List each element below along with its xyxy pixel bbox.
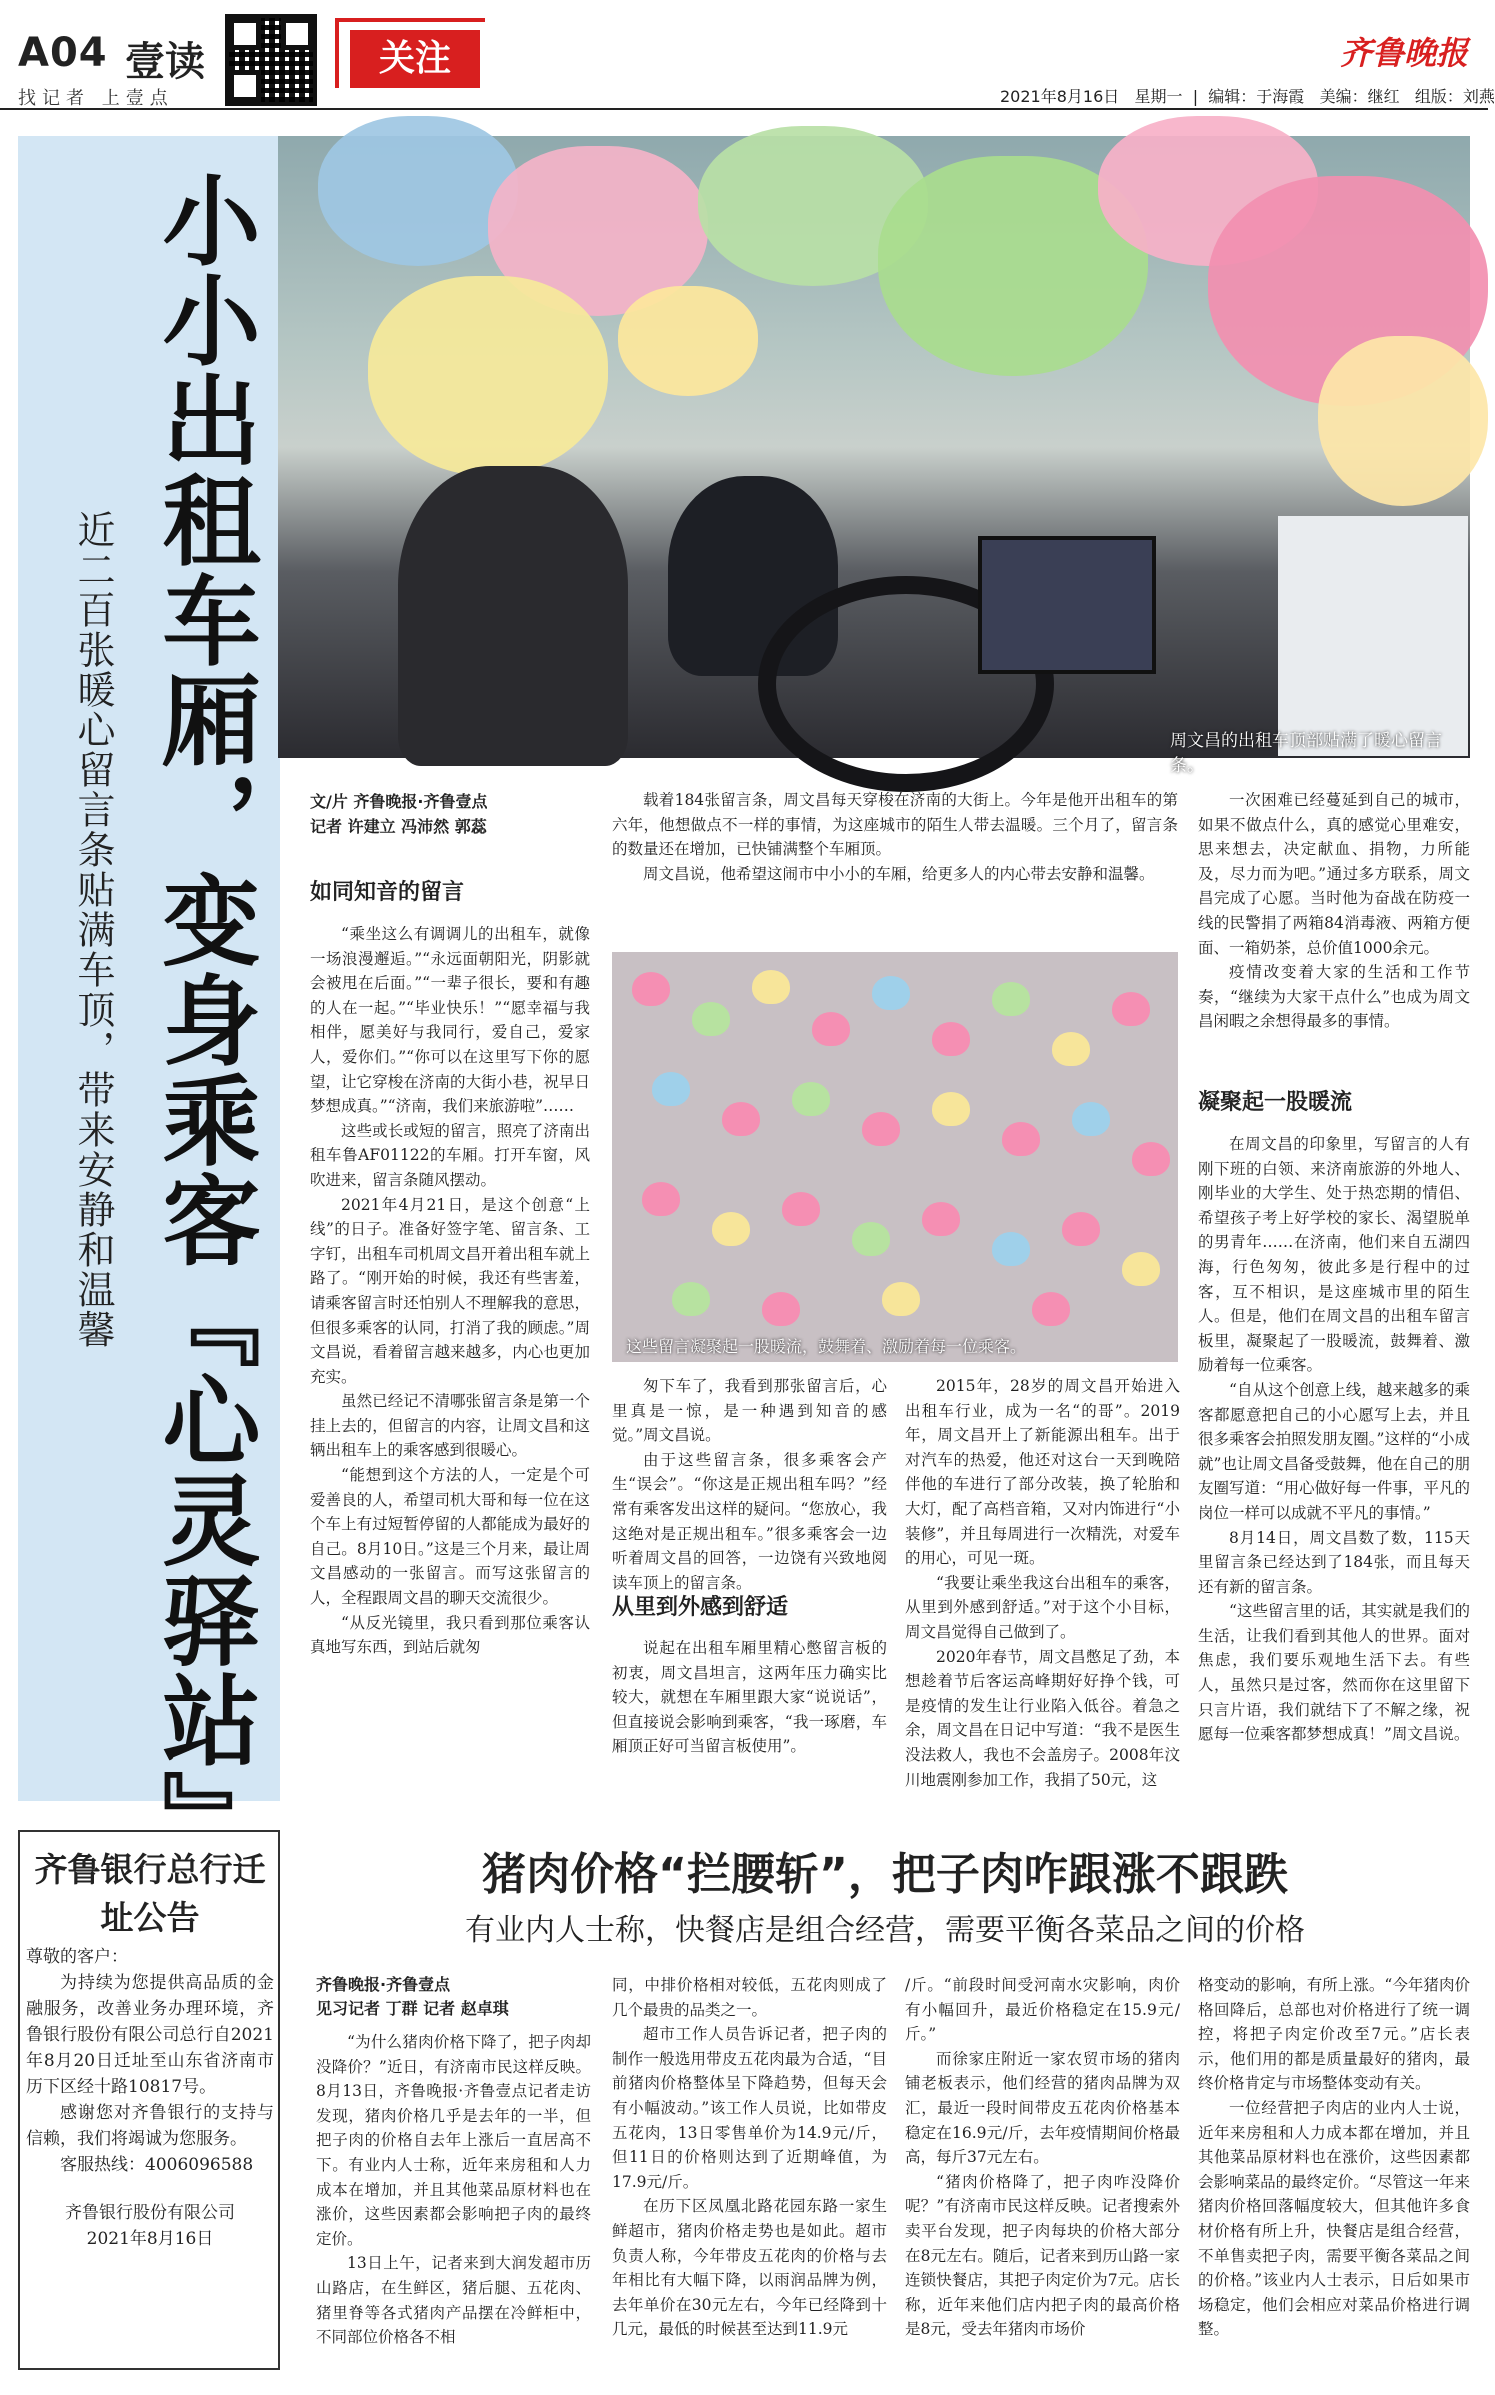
story1-subhead-2: 从里到外感到舒适 bbox=[612, 1595, 789, 1620]
paragraph: 匆下车了，我看到那张留言后，心里真是一惊，是一种遇到知音的感觉。”周文昌说。 bbox=[612, 1377, 887, 1445]
story1-headline: 小小出租车厢，变身乘客『心灵驿站』 bbox=[146, 170, 260, 1870]
story1-column-2-mid bbox=[612, 1374, 887, 1592]
story1-column-2-bottom bbox=[612, 1636, 887, 1796]
photo1-caption: 周文昌的出租车顶部贴满了暖心留言条。 bbox=[1170, 731, 1442, 776]
paragraph: 13日上午，记者来到大润发超市历山路店，在生鲜区，猪后腿、五花肉、猪里脊等各式猪肉产品摆在冷鲜柜中，不同部位价格各不相 bbox=[316, 2254, 591, 2347]
paragraph: 一次困难已经蔓延到自己的城市，如果不做点什么，真的感觉心里难安，思来想去，决定献血、捐物，力所能及，尽力而为吧。”通过多方联系，周文昌完成了心愿。当时他为奋战在防疫一线的民警捐了两箱84消毒液、两箱方便面、一箱奶茶，总价值1000余元。 bbox=[1198, 791, 1470, 957]
story1-subheadline: 近二百张暖心留言条贴满车顶，带来安静和温馨 bbox=[71, 510, 115, 1350]
proof-editor: 组版：刘燕 bbox=[1414, 87, 1495, 106]
page-number: A04 bbox=[18, 30, 108, 76]
story1-column-4-top bbox=[1198, 788, 1470, 1063]
paragraph: 周文昌说，他希望这闹市中小小的车厢，给更多人的内心带去安静和温馨。 bbox=[643, 864, 1155, 883]
masthead-logo: 齐鲁晚报 bbox=[1340, 34, 1469, 72]
story2-column-4 bbox=[1198, 1973, 1470, 2380]
paragraph: 为持续为您提供高品质的金融服务，改善业务办理环境，齐鲁银行股份有限公司总行自2021年8月20日迁址至山东省济南市历下区经十路10817号。 bbox=[26, 1973, 274, 2097]
art-editor: 美编：继红 bbox=[1319, 87, 1400, 106]
paragraph: “能想到这个方法的人，一定是个可爱善良的人，希望司机大哥和每一位在这个车上有过短暂停留的人都能成为最好的自己。8月10日。”这是三个月来，最让周文昌感动的一张留言。而写这张留言的人，全程跟周文昌的聊天交流很少。 bbox=[310, 1466, 590, 1608]
paragraph: 在周文昌的印象里，写留言的人有刚下班的白领、来济南旅游的外地人、刚毕业的大学生、处于热恋期的情侣、希望孩子考上好学校的家长、渴望脱单的男青年……在济南，他们来自五湖四海，行色匆匆，彼此多是行程中的过客，互不相识，是这座城市里的陌生人。但是，他们在周文昌的出租车留言板里，凝聚起了一股暖流，鼓舞着、激励着每一位乘客。 bbox=[1198, 1135, 1470, 1375]
issue-date: 2021年8月16日 bbox=[1000, 87, 1120, 106]
taxi-interior-photo bbox=[278, 136, 1470, 776]
paragraph: 2021年4月21日，是这个创意“上线”的日子。准备好签字笔、留言条、工字钉，出租车司机周文昌开着出租车就上路了。“刚开始的时候，我还有些害羞，请乘客留言时还怕别人不理解我的意思，但很多乘客的认同，打消了我的顾虑。”周文昌说，看着留言越来越多，内心也更加充实。 bbox=[310, 1195, 590, 1386]
story1-column-4-bottom bbox=[1198, 1132, 1470, 1797]
paragraph: 而徐家庄附近一家农贸市场的猪肉铺老板表示，他们经营的猪肉品牌为双汇，最近一段时间带皮五花肉价格基本稳定在16.9元/斤，去年疫情期间价格最高，每斤37元左右。 bbox=[905, 2049, 1180, 2167]
story2-byline-2: 见习记者 丁群 记者 赵卓琪 bbox=[316, 1999, 509, 2018]
story2-column-3 bbox=[905, 1973, 1180, 2380]
qr-code-icon[interactable] bbox=[225, 14, 317, 106]
paragraph: /斤。“前段时间受河南水灾影响，肉价有小幅回升，最近价格稳定在15.9元/斤。” bbox=[905, 1976, 1180, 2044]
paragraph: “猪肉价格降了，把子肉咋没降价呢？”有济南市民这样反映。记者搜索外卖平台发现，把子肉每块的价格大部分在8元左右。随后，记者来到历山路一家连锁快餐店，其把子肉定价为7元。店长称，近年来他们店内把子肉的最高价格是8元，受去年猪肉市场价 bbox=[905, 2172, 1180, 2339]
paragraph: 格变动的影响，有所上涨。“今年猪肉价格回降后，总部也对价格进行了统一调控，将把子肉定价改至7元。”店长表示，他们用的都是质量最好的猪肉，最终价格肯定与市场整体变动有关。 bbox=[1198, 1976, 1470, 2093]
bank-company: 齐鲁银行股份有限公司 bbox=[65, 2203, 235, 2223]
bank-hotline: 客服热线：4006096588 bbox=[60, 2155, 254, 2175]
paragraph: “自从这个创意上线，越来越多的乘客都愿意把自己的小心愿写上去，并且很多乘客会拍照发朋友圈。”这样的“小成就”也让周文昌备受鼓舞，他在自己的朋友圈写道：“用心做好每一件事，平凡的岗位一样可以成就不平凡的事情。” bbox=[1198, 1380, 1470, 1522]
paragraph: 2020年春节，周文昌憋足了劲，本想趁着节后客运高峰期好好挣个钱，可是疫情的发生让行业陷入低谷。着急之余，周文昌在日记中写道：“我不是医生没法救人，我也不会盖房子。2008年汶川地震刚参加工作，我捐了50元，这 bbox=[905, 1647, 1180, 1789]
paragraph: 超市工作人员告诉记者，把子肉的制作一般选用带皮五花肉最为合适，“目前猪肉价格整体呈下降趋势，但每天会有小幅波动。”该工作人员说，比如带皮五花肉，13日零售单价为14.9元/斤，但11日的价格则达到了近期峰值，为17.9元/斤。 bbox=[612, 2025, 887, 2191]
story1-subhead-1: 如同知音的留言 bbox=[310, 880, 465, 905]
paragraph: 由于这些留言条，很多乘客会产生“误会”。“你这是正规出租车吗？”经常有乘客发出这样的疑问。“您放心，我这绝对是正规出租车。”很多乘客会一边听着周文昌的回答，一边饶有兴致地阅读车顶上的留言条。 bbox=[612, 1450, 887, 1592]
story2-column-2 bbox=[612, 1973, 887, 2380]
editor: 编辑：于海霞 bbox=[1208, 87, 1305, 106]
bank-greeting: 尊敬的客户： bbox=[26, 1947, 128, 1967]
paragraph: “乘坐这么有调调儿的出租车，就像一场浪漫邂逅。”“永远面朝阳光，阴影就会被甩在后面。”“一辈子很长，要和有趣的人在一起。”“毕业快乐！”“愿幸福与我相伴，愿美好与我同行，爱自己，爱家人，爱你们。”“你可以在这里写下你的愿望，让它穿梭在济南的大街小巷，祝早日梦想成真。”“济南，我们来旅游啦”…… bbox=[310, 925, 590, 1116]
paragraph: “从反光镜里，我只看到那位乘客认真地写东西，到站后就匆 bbox=[310, 1613, 590, 1657]
paragraph: “为什么猪肉价格下降了，把子肉却没降价？”近日，有济南市民这样反映。8月13日，齐鲁晚报·齐鲁壹点记者走访发现，猪肉价格几乎是去年的一半，但把子肉的价格自去年上涨后一直居高不下。有业内人士称，近年来房租和人力成本在增加，并且其他菜品原材料也在涨价，这些因素都会影响把子肉的最终定价。 bbox=[316, 2033, 591, 2248]
paragraph: 一位经营把子肉店的业内人士说，近年来房租和人力成本都在增加，并且其他菜品原材料也在涨价，这些因素都会影响菜品的最终定价。“尽管这一年来猪肉价格回落幅度较大，但其他许多食材价格有所上升，快餐店是组合经营，不单售卖把子肉，需要平衡各菜品之间的价格。”该业内人士表示，日后如果市场稳定，他们会相应对菜品价格进行调整。 bbox=[1198, 2098, 1470, 2339]
story1-column-1 bbox=[310, 922, 590, 1797]
story2-subheadline: 有业内人士称，快餐店是组合经营，需要平衡各菜品之间的价格 bbox=[465, 1913, 1305, 1948]
issue-weekday: 星期一 bbox=[1134, 87, 1183, 106]
heart-notes-photo bbox=[612, 952, 1178, 1362]
paragraph: 2015年，28岁的周文昌开始进入出租车行业，成为一名“的哥”。2019年，周文昌开上了新能源出租车。出于对汽车的热爱，他还对这台一天到晚陪伴他的车进行了部分改装，换了轮胎和大灯，配了高档音箱，又对内饰进行“小装修”，并且每周进行一次精洗，对爱车的用心，可见一斑。 bbox=[905, 1377, 1180, 1568]
section-name: 壹读 bbox=[125, 39, 205, 85]
bank-notice-body bbox=[26, 1944, 274, 2252]
bank-date: 2021年8月16日 bbox=[86, 2229, 214, 2249]
bank-notice-title: 齐鲁银行总行迁址公告 bbox=[34, 1850, 266, 1937]
paragraph: 载着184张留言条，周文昌每天穿梭在济南的大街上。今年是他开出租车的第六年，他想做点不一样的事情，为这座城市的陌生人带去温暖。三个月了，留言条的数量还在增加，已快铺满整个车厢顶。 bbox=[612, 791, 1178, 859]
paragraph: “我要让乘坐我这台出租车的乘客，从里到外感到舒适。”对于这个小目标，周文昌觉得自己做到了。 bbox=[905, 1573, 1180, 1641]
story1-column-3 bbox=[905, 1374, 1180, 1796]
paragraph: 感谢您对齐鲁银行的支持与信赖，我们将竭诚为您服务。 bbox=[26, 2103, 274, 2149]
paragraph: 说起在出租车厢里精心憋留言板的初衷，周文昌坦言，这两年压力确实比较大，就想在车厢里跟大家“说说话”，但直接说会影响到乘客，“我一琢磨，车厢顶正好可当留言板使用”。 bbox=[612, 1639, 887, 1756]
story2-byline-1: 齐鲁晚报·齐鲁壹点 bbox=[316, 1975, 451, 1994]
issue-meta: 2021年8月16日 星期一 | 编辑：于海霞 美编：继红 组版：刘燕 bbox=[1000, 87, 1495, 106]
paragraph: 疫情改变着大家的生活和工作节奏，“继续为大家干点什么”也成为周文昌闲暇之余想得最多的事情。 bbox=[1198, 963, 1470, 1031]
photo2-caption: 这些留言凝聚起一股暖流，鼓舞着、激励着每一位乘客。 bbox=[626, 1337, 1027, 1356]
paragraph: 虽然已经记不清哪张留言条是第一个挂上去的，但留言的内容，让周文昌和这辆出租车上的乘客感到很暖心。 bbox=[310, 1392, 590, 1460]
section-motto: 找记者 上壹点 bbox=[18, 88, 174, 109]
section-tag: 关注 bbox=[350, 30, 480, 88]
paragraph: 8月14日，周文昌数了数，115天里留言条已经达到了184张，而且每天还有新的留言条。 bbox=[1198, 1528, 1470, 1596]
story1-byline-2: 记者 许建立 冯沛然 郭蕊 bbox=[310, 817, 487, 836]
paragraph: 在历下区凤凰北路花园东路一家生鲜超市，猪肉价格走势也是如此。超市负责人称，今年带皮五花肉的价格与去年相比有大幅下降，以雨润品牌为例，去年单价在30元左右，今年已经降到十几元，最低的时候甚至达到11.9元 bbox=[612, 2197, 887, 2339]
story1-column-2-top bbox=[612, 788, 1178, 938]
story2-headline: 猪肉价格“拦腰斩”，把子肉咋跟涨不跟跌 bbox=[482, 1849, 1288, 1900]
paragraph: “这些留言里的话，其实就是我们的生活，让我们看到其他人的世界。面对焦虑，我们要乐观地生活下去。有些人，虽然只是过客，然而你在这里留下只言片语，我们就结下了不解之缘，祝愿每一位乘客都梦想成真！”周文昌说。 bbox=[1198, 1602, 1470, 1744]
paragraph: 同，中排价格相对较低，五花肉则成了几个最贵的品类之一。 bbox=[612, 1976, 887, 2019]
paragraph: 这些或长或短的留言，照亮了济南出租车鲁AF01122的车厢。打开车窗，风吹进来，留言条随风摆动。 bbox=[310, 1121, 590, 1189]
story1-subhead-3: 凝聚起一股暖流 bbox=[1198, 1090, 1353, 1115]
header-divider bbox=[0, 108, 1488, 110]
story1-byline-1: 文/片 齐鲁晚报·齐鲁壹点 bbox=[310, 792, 488, 811]
story2-column-1 bbox=[316, 2030, 591, 2380]
